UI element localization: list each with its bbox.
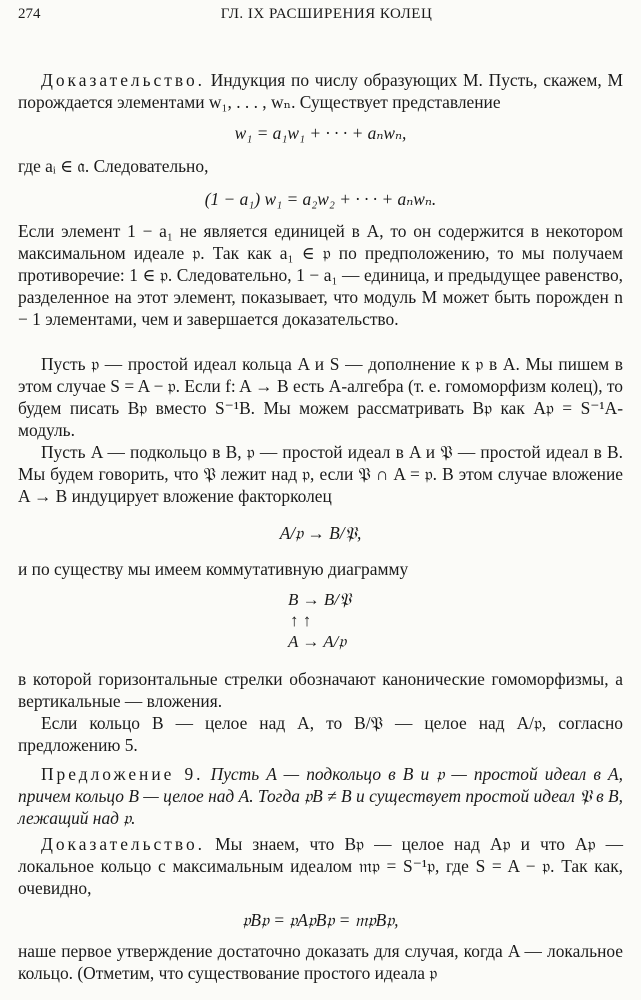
equation-1: w₁ = a₁w₁ + · · · + aₙwₙ, (234, 123, 407, 143)
chapter-title: ГЛ. IX РАСШИРЕНИЯ КОЛЕЦ (220, 6, 433, 22)
running-header (18, 6, 623, 30)
proposition-label: Предложение 9. (41, 764, 204, 784)
para-diagram-explain: в которой горизонтальные стрелки обозначают канонические гомоморфизмы, а вертикальные — вложения. (18, 669, 623, 711)
book-page (18, 0, 623, 1000)
proof-proposition-9 (18, 833, 623, 984)
equation-2: (1 − a₁) w₁ = a₂w₂ + · · · + aₙwₙ. (204, 189, 437, 209)
proof-intro: Индукция по числу образующих M. Пусть, скажем, M порождается элементами w₁, . . . , wₙ. Существует представление (18, 70, 623, 112)
proposition-9 (18, 763, 623, 829)
diagram-bottom-row: A → A/𝔭 (288, 632, 347, 651)
para-integral-quotient: Если кольцо B — целое над A, то B/𝔓 — целое над A/𝔭, согласно предложению 5. (18, 713, 623, 755)
equation-4: 𝔭B𝔭 = 𝔭A𝔭B𝔭 = 𝔪𝔭B𝔭, (242, 910, 399, 930)
proposition-text: Пусть A — подкольцо в B и 𝔭 — простой идеал в A, причем кольцо B — целое над A. Тогда 𝔭B ≠ B и существует простой идеал 𝔓 в B, лежащий над 𝔭. (18, 764, 623, 828)
para-diagram-intro: и по существу мы имеем коммутативную диаграмму (18, 559, 409, 579)
proof2-rest: наше первое утверждение достаточно доказать для случая, когда A — локальное кольцо. (Отметим, что существование простого идеала 𝔭 (18, 941, 623, 983)
where-line: где aᵢ ∈ 𝔞. Следовательно, (18, 156, 209, 176)
equation-3: A/𝔭 → B/𝔓, (279, 523, 362, 543)
paragraph-localization (18, 353, 623, 441)
paragraph-lying-over (18, 441, 623, 507)
para-lying-over-text: Пусть A — подкольцо в B, 𝔭 — простой идеал в A и 𝔓 — простой идеал в B. Мы будем говорить, что 𝔓 лежит над 𝔭, если 𝔓 ∩ A = 𝔭. В этом случае вложение A → B индуцирует вложение факторколец (18, 442, 623, 506)
diagram-arrows: ↑ ↑ (290, 611, 312, 630)
commutative-diagram (288, 590, 408, 660)
proof-label-2: Доказательство. (41, 834, 205, 854)
proof-rest: Если элемент 1 − a₁ не является единицей в A, то он содержится в некотором максимальном идеале 𝔭. Так как a₁ ∈ 𝔭 по предположению, то мы получаем противоречие: 1 ∈ 𝔭. Следовательно, 1 − a₁ — единица, и предыдущее равенство, разделенное на этот элемент, показывает, что модуль M может быть порожден n − 1 элементами, чем и завершается доказательство. (18, 221, 623, 329)
para-localization-text: Пусть 𝔭 — простой идеал кольца A и S — дополнение к 𝔭 в A. Мы пишем в этом случае S = A − 𝔭. Если f: A → B есть A-алгебра (т. е. гомоморфизм колец), то будем писать B𝔭 вместо S⁻¹B. Мы можем рассматривать B𝔭 как A𝔭 = S⁻¹A-модуль. (18, 354, 623, 440)
diagram-top-row: B → B/𝔓 (288, 590, 352, 609)
page-number: 274 (18, 6, 41, 22)
proof-lemma (18, 69, 623, 330)
proof-label: Доказательство. (41, 70, 205, 90)
proof2-text: Мы знаем, что B𝔭 — целое над A𝔭 и что A𝔭 — локальное кольцо с максимальным идеалом 𝔪𝔭 = S⁻¹𝔭, где S = A − 𝔭. Так как, очевидно, (18, 834, 623, 898)
